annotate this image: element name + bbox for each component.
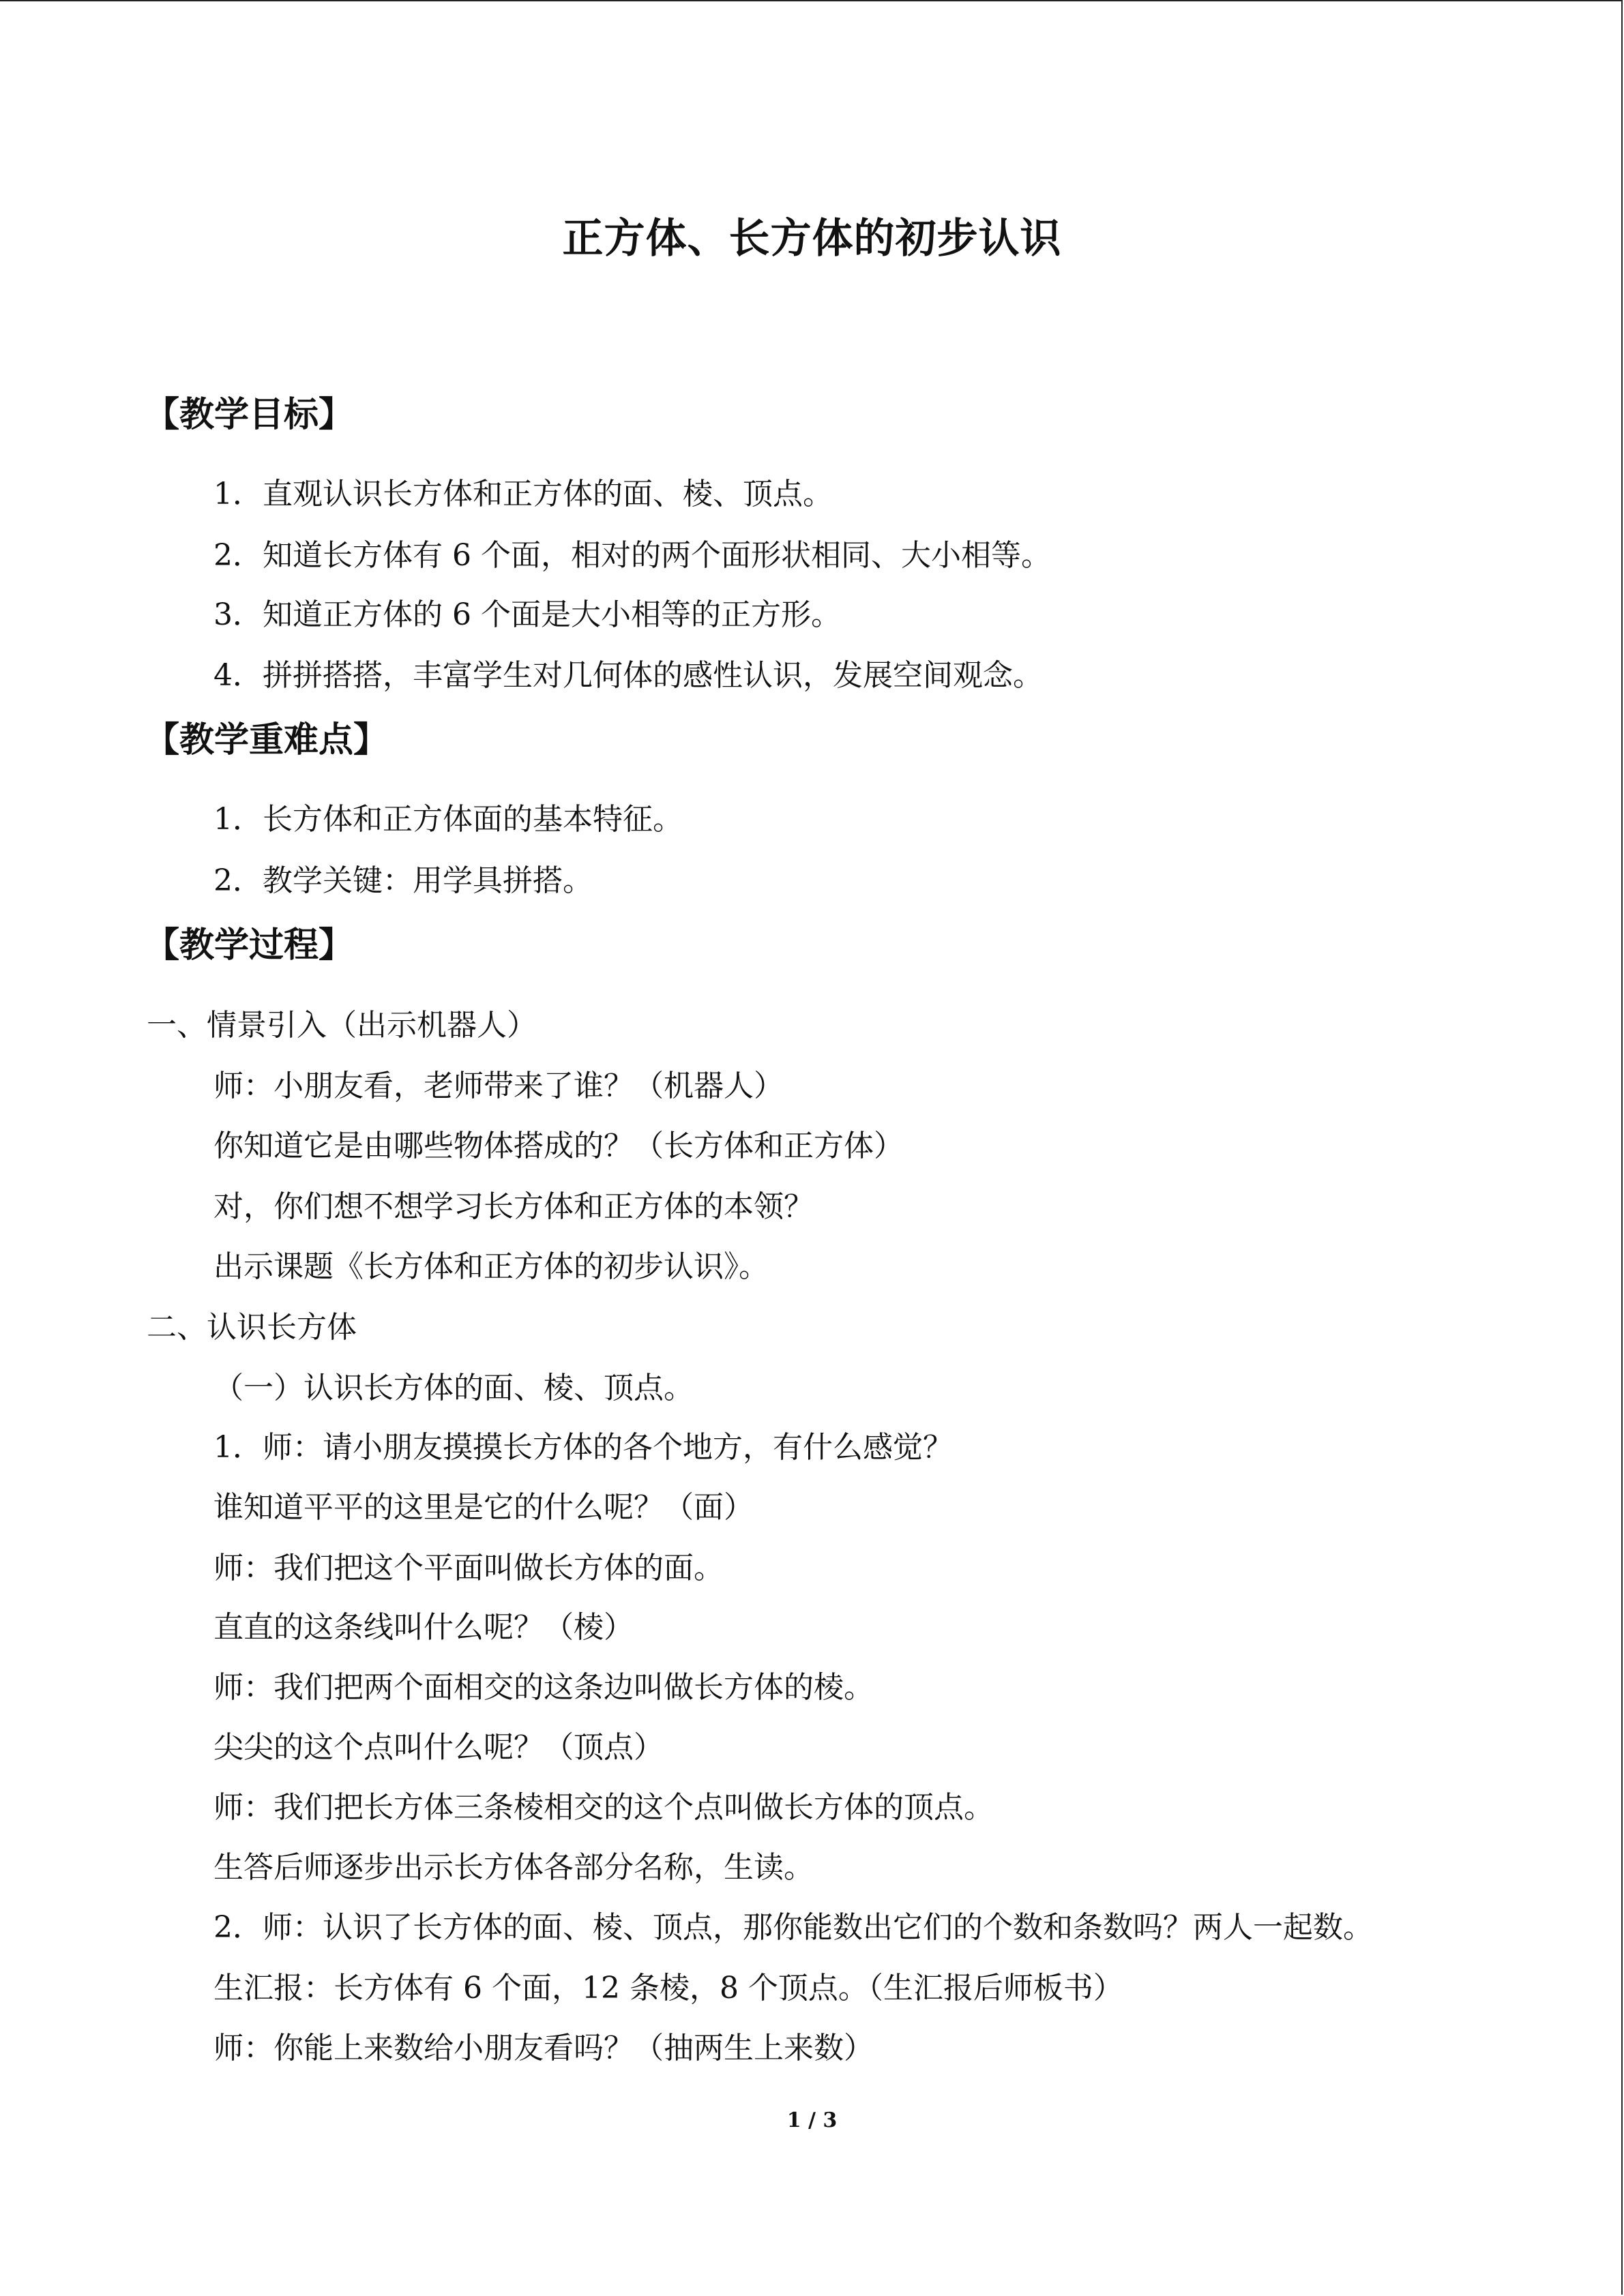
process-line: 你知道它是由哪些物体搭成的？（长方体和正方体）	[213, 1129, 904, 1163]
process-line: 师：我们把长方体三条棱相交的这个点叫做长方体的顶点。	[213, 1790, 994, 1825]
process-part2-title: 二、认识长方体	[147, 1310, 357, 1345]
process-line: 1．师：请小朋友摸摸长方体的各个地方，有什么感觉？	[213, 1430, 953, 1465]
process-line: 师：我们把这个平面叫做长方体的面。	[213, 1551, 724, 1585]
process-part2-subtitle: （一）认识长方体的面、棱、顶点。	[213, 1371, 694, 1405]
page-number: 1 / 3	[786, 2108, 838, 2132]
process-line: 谁知道平平的这里是它的什么呢？（面）	[213, 1490, 754, 1525]
document-title: 正方体、长方体的初步认识	[562, 215, 1062, 263]
objective-item: 3．知道正方体的 6 个面是大小相等的正方形。	[213, 597, 841, 632]
key-point-item: 1．长方体和正方体面的基本特征。	[213, 802, 683, 837]
key-point-item: 2．教学关键：用学具拼搭。	[213, 863, 593, 898]
process-line: 师：小朋友看，老师带来了谁？（机器人）	[213, 1069, 784, 1103]
section-heading-process: 【教学过程】	[145, 925, 354, 966]
objective-item: 1．直观认识长方体和正方体的面、棱、顶点。	[213, 477, 833, 511]
objective-item: 2．知道长方体有 6 个面，相对的两个面形状相同、大小相等。	[213, 538, 1051, 573]
process-line: 师：我们把两个面相交的这条边叫做长方体的棱。	[213, 1670, 874, 1705]
section-heading-key-points: 【教学重难点】	[145, 719, 389, 760]
process-line: 尖尖的这个点叫什么呢？（顶点）	[213, 1730, 664, 1765]
process-line: 生汇报：长方体有 6 个面，12 条棱，8 个顶点。（生汇报后师板书）	[213, 1971, 1123, 2006]
process-line: 2．师：认识了长方体的面、棱、顶点，那你能数出它们的个数和条数吗？两人一起数。	[213, 1910, 1373, 1945]
process-line: 出示课题《长方体和正方体的初步认识》。	[213, 1249, 769, 1284]
section-heading-objectives: 【教学目标】	[145, 394, 354, 435]
objective-item: 4．拼拼搭搭，丰富学生对几何体的感性认识，发展空间观念。	[213, 658, 1043, 693]
process-line: 对，你们想不想学习长方体和正方体的本领？	[213, 1189, 814, 1224]
process-part1-title: 一、情景引入（出示机器人）	[147, 1008, 537, 1043]
process-line: 生答后师逐步出示长方体各部分名称，生读。	[213, 1850, 814, 1885]
process-line: 师：你能上来数给小朋友看吗？（抽两生上来数）	[213, 2031, 874, 2066]
process-line: 直直的这条线叫什么呢？（棱）	[213, 1610, 634, 1645]
